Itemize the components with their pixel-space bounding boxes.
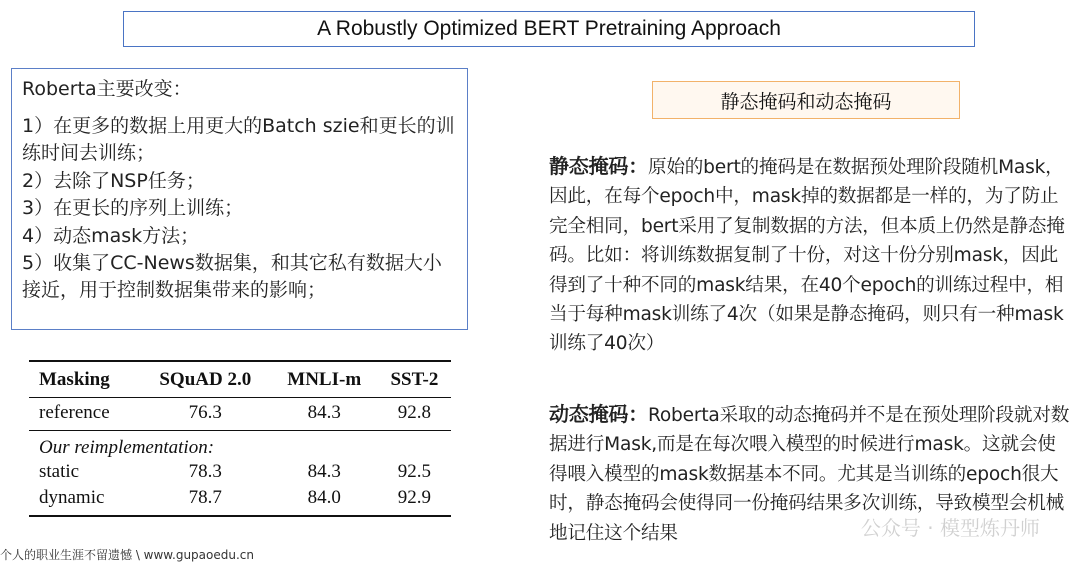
table-header-cell: SQuAD 2.0	[140, 361, 271, 398]
watermark: 公众号 · 模型炼丹师	[860, 516, 1040, 540]
table-cell: dynamic	[29, 485, 140, 516]
table-cell: 78.3	[188, 461, 222, 482]
dynamic-masking-label: 动态掩码：	[549, 402, 648, 426]
table-cell: 92.9	[378, 485, 451, 516]
table-row	[29, 398, 451, 431]
table-cell: 78.7	[140, 485, 271, 516]
static-masking-paragraph	[549, 152, 1071, 359]
footer-text: 个人的职业生涯不留遗憾 \ www.gupaoedu.cn	[0, 548, 254, 562]
table-cell: 84.0	[271, 485, 378, 516]
table-cell: 92.8	[397, 402, 432, 423]
masking-section-title	[652, 81, 960, 119]
change-item-1: 1）在更多的数据上用更大的Batch szie和更长的训练时间去训练；	[22, 115, 455, 165]
table-cell: static	[39, 461, 80, 482]
roberta-changes-box	[11, 68, 468, 330]
slide-title-text: A Robustly Optimized BERT Pretraining Approach	[317, 17, 781, 40]
table-cell: 84.3	[307, 461, 341, 482]
reimplementation-label: Our reimplementation:	[29, 431, 451, 460]
table-row	[29, 485, 451, 516]
table-cell: 76.3	[188, 402, 222, 423]
table-header-cell: Masking	[29, 361, 140, 398]
masking-results-table	[29, 360, 453, 540]
dynamic-masking-text: Roberta采取的动态掩码并不是在预处理阶段就对数据进行Mask,而是在每次喂入模型的时候进行mask。这就会使得喂入模型的mask数据基本不同。尤其是当训练的epoch很大时，静态掩码会使得同一份掩码结果多次训练，导致模型会机械地记住这个结果	[549, 405, 1070, 544]
table-cell: 84.3	[307, 402, 341, 423]
static-masking-label: 静态掩码：	[549, 154, 648, 178]
table-header-cell: MNLI-m	[271, 361, 378, 398]
change-item-4: 4）动态mask方法；	[22, 224, 200, 247]
table-cell: 92.5	[397, 461, 432, 482]
change-item-2: 2）去除了NSP任务；	[22, 169, 205, 192]
table-header-cell: SST-2	[378, 361, 451, 398]
table-header-row	[29, 361, 451, 398]
static-masking-text: 原始的bert的掩码是在数据预处理阶段随机Mask，因此，在每个epoch中，mask掉的数据都是一样的，为了防止完全相同，bert采用了复制数据的方法，但本质上仍然是静态掩码。比如：将训练数据复制了十份，对这十份分别mask，因此得到了十种不同的mask结果，在40个epoch的训练过程中，相当于每种mask训练了4次（如果是静态掩码，则只有一种mask训练了40次）	[549, 157, 1065, 355]
table-row	[29, 459, 451, 485]
change-item-5: 5）收集了CC-News数据集，和其它私有数据大小接近，用于控制数据集带来的影响；	[22, 252, 442, 302]
table-row	[29, 431, 451, 460]
change-item-3: 3）在更长的序列上训练；	[22, 197, 244, 220]
slide-title	[123, 11, 975, 47]
section-title-text: 静态掩码和动态掩码	[720, 90, 892, 113]
changes-heading: Roberta主要改变：	[22, 78, 192, 100]
table-cell: reference	[39, 402, 110, 423]
